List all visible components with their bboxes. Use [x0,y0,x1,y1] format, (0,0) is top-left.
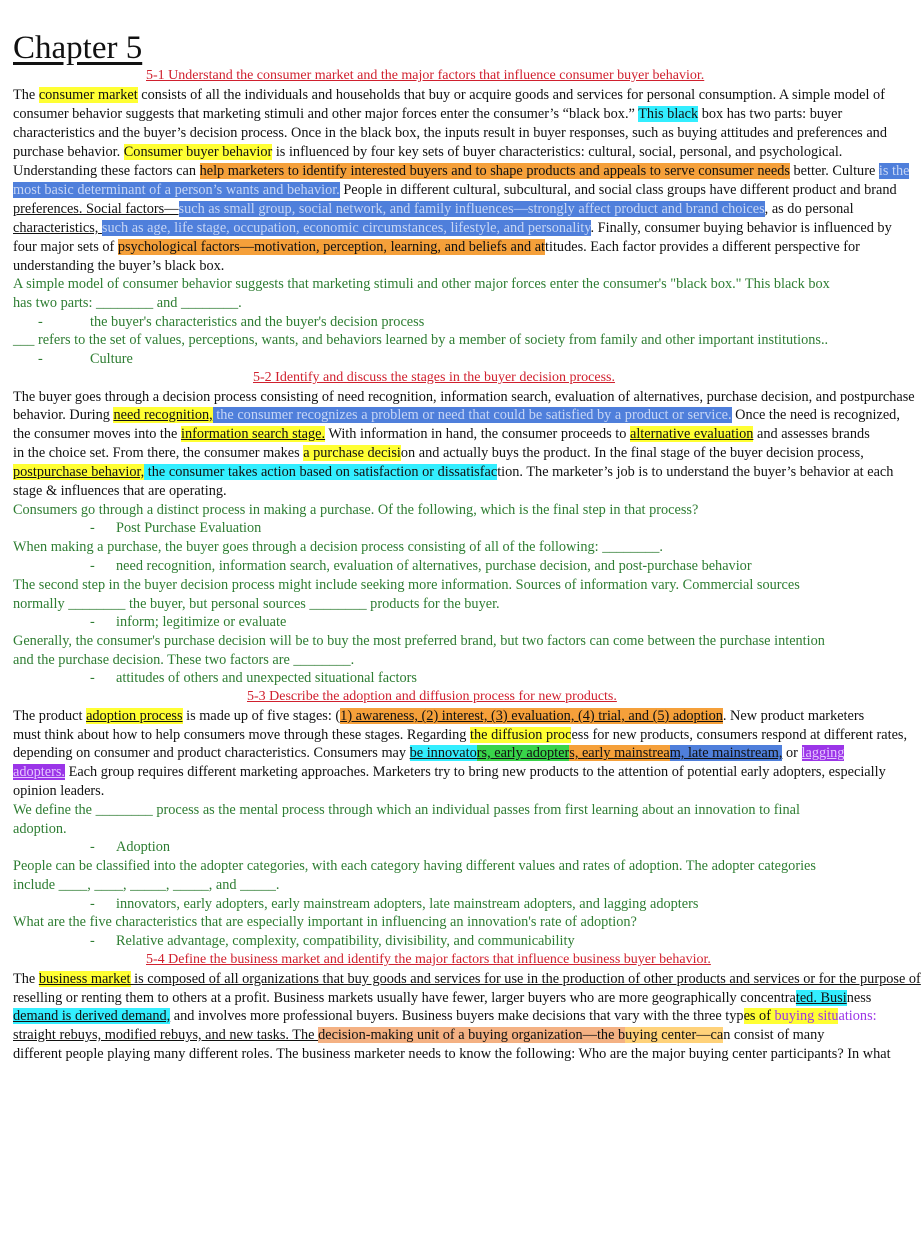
answer-bullet: - innovators, early adopters, early mainstream adopters, late mainstream adopters, and lagging adopters [90,896,699,912]
question-line: People can be classified into the adopter categories, with each category having different values and rates of adoption. The adopter categories [13,858,816,874]
paragraph-line: The product adoption process is made up of five stages: (1) awareness, (2) interest, (3) evaluation, (4) trial, and (5) adoption. New product marketers [13,708,865,724]
paragraph-line: different people playing many different roles. The business marketer needs to know the following: Who are the major buying center participants? In what [13,1046,891,1062]
paragraph-line: most basic determinant of a person’s wants and behavior. People in different cultural, subcultural, and social class groups have different product and brand [13,182,897,198]
paragraph-line: The buyer goes through a decision process consisting of need recognition, information search, evaluation of alternatives, purchase decision, and postpurchase [13,389,915,405]
paragraph-line: Understanding these factors can help marketers to identify interested buyers and to shape products and appeals to serve consumer needs better. Culture is the [13,163,910,179]
answer-bullet: - Post Purchase Evaluation [90,520,262,536]
paragraph-line: adopters. Each group requires different marketing approaches. Marketers try to bring new products to the attention of potential early adopters, especially [13,764,886,780]
answer-bullet: - the buyer's characteristics and the buyer's decision process [38,314,425,330]
paragraph-line: demand is derived demand, and involves more professional buyers. Business buyers make decisions that vary with the three types of buying situations: [13,1008,877,1024]
section-heading-5-4: 5-4 Define the business market and identify the major factors that influence business buyer behavior. [146,952,711,967]
paragraph-line: The business market is composed of all organizations that buy goods and services for use in the production of other products and services or for the purpose of [13,971,921,987]
paragraph-line: depending on consumer and product characteristics. Consumers may be innovators, early adopters, early mainstream, late mainstream, or lagging [13,745,845,761]
paragraph-line: in the choice set. From there, the consumer makes a purchase decision and actually buys the product. In the final stage of the buyer decision process, [13,445,864,461]
paragraph-line: The consumer market consists of all the individuals and households that buy or acquire goods and services for personal consumption. A simple model of [13,87,885,103]
paragraph-line: four major sets of psychological factors—motivation, perception, learning, and beliefs and attitudes. Each factor provides a different perspective for [13,239,860,255]
paragraph-line: the consumer moves into the information search stage. With information in hand, the consumer proceeds to alternative evaluation and assesses brands [13,426,870,442]
paragraph-line: characteristics and the buyer’s decision process. Once in the black box, the inputs result in buyer responses, such as buying attitudes and preferences and [13,125,887,141]
paragraph-line: must think about how to help consumers move through these stages. Regarding the diffusion process for new products, consumers respond at different rates, [13,727,908,743]
question-line: adoption. [13,821,67,837]
question-line: We define the ________ process as the mental process through which an individual passes from first learning about an innovation to final [13,802,800,818]
question-line: ___ refers to the set of values, perceptions, wants, and behaviors learned by a member of society from family and other important institutions.. [13,332,829,348]
question-line: When making a purchase, the buyer goes through a decision process consisting of all of the following: ________. [13,539,663,555]
paragraph-line: straight rebuys, modified rebuys, and new tasks. The decision-making unit of a buying organization—the buying center—can consist of many [13,1027,825,1043]
question-line: normally ________ the buyer, but personal sources ________ products for the buyer. [13,596,500,612]
answer-bullet: - Adoption [90,839,171,855]
paragraph-line: characteristics, such as age, life stage, occupation, economic circumstances, lifestyle, and personality. Finally, consumer buying behavior is influenced by [13,220,892,236]
paragraph-line: opinion leaders. [13,783,105,799]
section-heading-5-1: 5-1 Understand the consumer market and the major factors that influence consumer buyer behavior. [146,68,705,83]
answer-bullet: - need recognition, information search, evaluation of alternatives, purchase decision, and post-purchase behavior [90,558,752,574]
answer-bullet: - attitudes of others and unexpected situational factors [90,670,417,686]
question-line: include ____, ____, _____, _____, and _____. [13,877,280,893]
answer-bullet: - Relative advantage, complexity, compatibility, divisibility, and communicability [90,933,575,949]
highlight-consumer-market: consumer market [38,87,138,103]
question-line: What are the five characteristics that are especially important in influencing an innovation's rate of adoption? [13,914,637,930]
question-line: and the purchase decision. These two factors are ________. [13,652,355,668]
paragraph-line: understanding the buyer’s black box. [13,258,225,274]
answer-bullet: - Culture [38,351,133,367]
question-line: Generally, the consumer's purchase decision will be to buy the most preferred brand, but two factors can come between the purchase intention [13,633,825,649]
question-line: has two parts: ________ and ________. [13,295,242,311]
answer-bullet: - inform; legitimize or evaluate [90,614,287,630]
question-line: Consumers go through a distinct process in making a purchase. Of the following, which is the final step in that process? [13,502,699,518]
paragraph-line: behavior. During need recognition, the consumer recognizes a problem or need that could be satisfied by a product or service. Once the need is recognized, [13,407,900,423]
paragraph-line: consumer behavior suggests that marketing stimuli and other major forces enter the consumer’s “black box.” This black box has two parts: buyer [13,106,843,122]
chapter-title: Chapter 5 [13,30,143,66]
question-line: The second step in the buyer decision process might include seeking more information. Sources of information vary. Commercial sources [13,577,800,593]
section-heading-5-3: 5-3 Describe the adoption and diffusion process for new products. [247,689,617,704]
section-heading-5-2: 5-2 Identify and discuss the stages in the buyer decision process. [253,370,615,385]
paragraph-line: postpurchase behavior, the consumer takes action based on satisfaction or dissatisfaction. The marketer’s job is to understand the buyer’s behavior at each [13,464,894,480]
paragraph-line: reselling or renting them to others at a profit. Business markets usually have fewer, larger buyers who are more geographically concentrated. Business [13,990,872,1006]
question-line: A simple model of consumer behavior suggests that marketing stimuli and other major forces enter the consumer's "black box." This black box [13,276,830,292]
paragraph-line: preferences. Social factors—such as small group, social network, and family influences—strongly affect product and brand choices, as do personal [13,201,854,217]
paragraph-line: stage & influences that are operating. [13,483,227,499]
paragraph-line: purchase behavior. Consumer buyer behavior is influenced by four key sets of buyer characteristics: cultural, social, personal, and psychological. [13,144,843,160]
